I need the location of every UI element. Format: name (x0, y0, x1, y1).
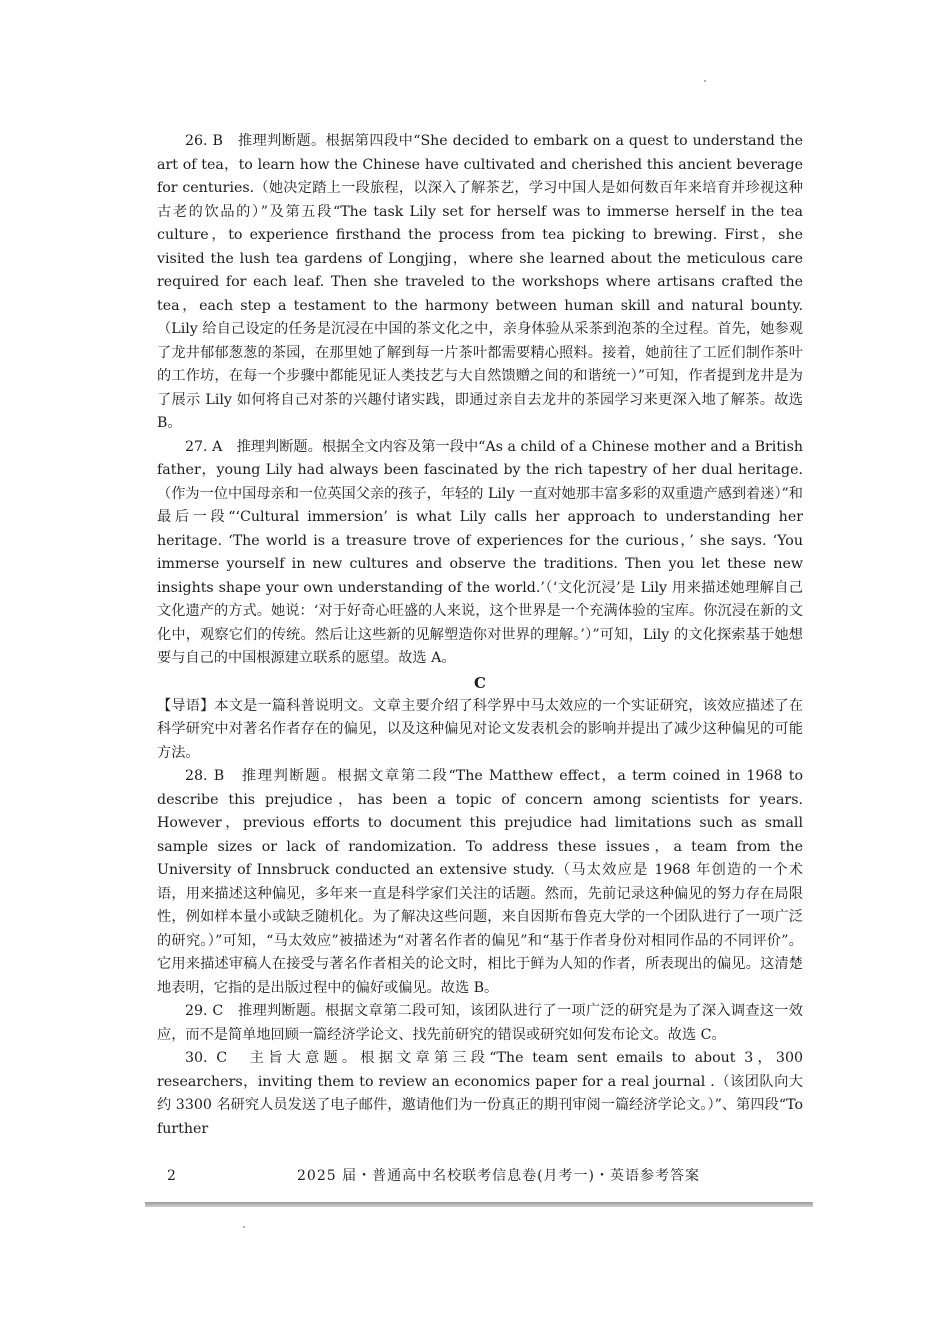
section-heading: C (474, 673, 486, 692)
footer-title: 2025 届・普通高中名校联考信息卷(月考一)・英语参考答案 (297, 1168, 701, 1184)
scan-speck (243, 1226, 245, 1228)
answer-30-paragraph: 30. C 主旨大意题。根据文章第三段“The team sent emails to about 3，300 researchers，inviting them to review an economics paper for a real journal .（该团队向大约 3300 名研究人员发送了电子邮件，邀请他们为一份真正的期刊审阅一篇经济学论文。）”、第四段“To further (157, 1050, 803, 1137)
answer-29-paragraph: 29. C 推理判断题。根据文章第二段可知，该团队进行了一项广泛的研究是为了深入调查这一效应，而不是简单地回顾一篇经济学论文、找先前研究的错误或研究如何发布论文。故选 C。 (157, 1003, 803, 1043)
page-number: 2 (167, 1168, 176, 1184)
answer-key-body (157, 130, 803, 1141)
intro-paragraph: 【导语】本文是一篇科普说明文。文章主要介绍了科学界中马太效应的一个实证研究，该效应描述了在科学研究中对著名作者存在的偏见，以及这种偏见对论文发表机会的影响并提出了减少这种偏见的可能方法。 (157, 697, 803, 761)
answer-26-paragraph: 26. B 推理判断题。根据第四段中“She decided to embark on a quest to understand the art of tea，to learn how the Chinese have cultivated and cherished this ancient beverage for centuries.（她决定踏上一段旅程，以深入了解茶艺，学习中国人是如何数百年来培育并珍视这种古老的饮品的）”及第五段“The task Lily set for herself was to immerse herself in the tea culture，to experience firsthand the process from tea picking to brewing. First，she visited the lush tea gardens of Longjing，where she learned about the meticulous care required for each leaf. Then she traveled to the workshops where artisans crafted the tea，each step a testament to the harmony between human skill and natural bounty.（Lily 给自己设定的任务是沉浸在中国的茶文化之中，亲身体验从采茶到泡茶的全过程。首先，她参观了龙井郁郁葱葱的茶园，在那里她了解到每一片茶叶都需要精心照料。接着，她前往了工匠们制作茶叶的工作坊，在每一个步骤中都能见证人类技艺与大自然馈赠之间的和谐统一）”可知，作者提到龙井是为了展示 Lily 如何将自己对茶的兴趣付诸实践，即通过亲自去龙井的茶园学习来更深入地了解茶。故选 B。 (157, 133, 803, 431)
footer-divider (145, 1202, 813, 1207)
answer-27-paragraph: 27. A 推理判断题。根据全文内容及第一段中“As a child of a Chinese mother and a British father，young Lily had always been fascinated by the rich tapestry of her dual heritage.（作为一位中国母亲和一位英国父亲的孩子，年轻的 Lily 一直对她那丰富多彩的双重遗产感到着迷）”和最后一段“‘Cultural immersion’ is what Lily calls her approach to understanding her heritage. ‘The world is a treasure trove of experiences for the curious，’ she says. ‘You immerse yourself in new cultures and observe the traditions. Then you let these new insights shape your own understanding of the world.’（‘文化沉浸’是 Lily 用来描述她理解自己文化遗产的方式。她说：‘对于好奇心旺盛的人来说，这个世界是一个充满体验的宝库。你沉浸在新的文化中，观察它们的传统。然后让这些新的见解塑造你对世界的理解。’）”可知，Lily 的文化探索基于她想要与自己的中国根源建立联系的愿望。故选 A。 (157, 438, 803, 666)
scan-speck (704, 80, 706, 82)
answer-28-paragraph: 28. B 推理判断题。根据文章第二段“The Matthew effect，a term coined in 1968 to describe this prejudice，has been a topic of concern among scientists for years. However，previous efforts to document this prejudice had limitations such as small sample sizes or lack of randomization. To address these issues，a team from the University of Innsbruck conducted an extensive study.（马太效应是 1968 年创造的一个术语，用来描述这种偏见，多年来一直是科学家们关注的话题。然而，先前记录这种偏见的努力存在局限性，例如样本量小或缺乏随机化。为了解决这些问题，来自因斯布鲁克大学的一个团队进行了一项广泛的研究。）”可知，“马太效应”被描述为“对著名作者的偏见”和“基于作者身份对相同作品的不同评价”。它用来描述审稿人在接受与著名作者相关的论文时，相比于鲜为人知的作者，所表现出的偏见。这清楚地表明，它指的是出版过程中的偏好或偏见。故选 B。 (157, 768, 803, 996)
